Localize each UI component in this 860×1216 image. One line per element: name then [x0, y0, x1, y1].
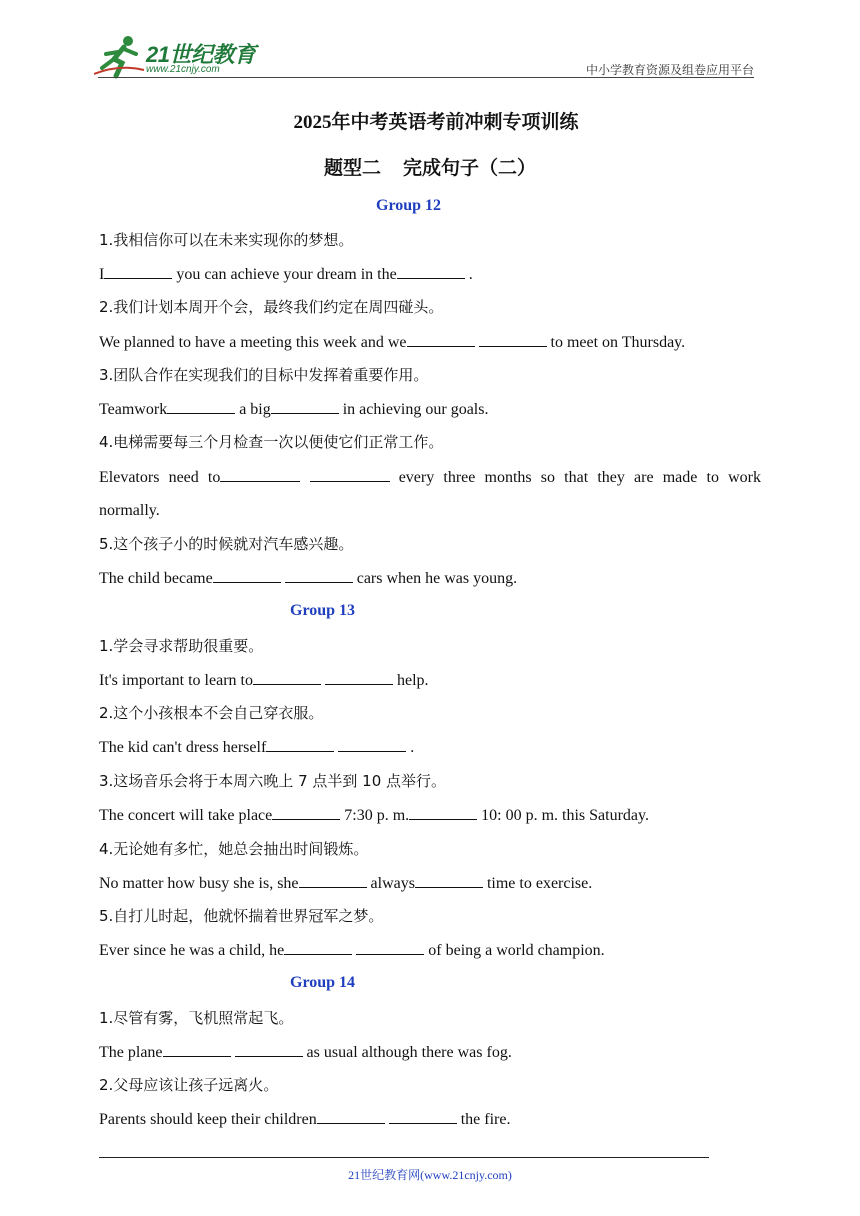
subtitle-topic: 完成句子（二） — [403, 158, 537, 179]
answer-blank[interactable] — [285, 568, 353, 583]
page-header — [0, 0, 860, 90]
answer-blank[interactable] — [272, 805, 340, 820]
answer-blank[interactable] — [299, 873, 367, 888]
question-en: Parents should keep their children the fire. — [99, 1111, 511, 1128]
question-en: Teamwork a big in achieving our goals. — [99, 401, 489, 418]
question-zh: 3.团队合作在实现我们的目标中发挥着重要作用。 — [99, 366, 429, 384]
runner-logo-icon — [94, 34, 146, 80]
subtitle-type: 题型二 — [323, 158, 381, 179]
answer-blank[interactable] — [397, 264, 465, 279]
answer-blank[interactable] — [253, 670, 321, 685]
answer-blank[interactable] — [310, 467, 390, 482]
question-en: No matter how busy she is, she always time to exercise. — [99, 875, 593, 892]
question-zh: 1.尽管有雾，飞机照常起飞。 — [99, 1009, 294, 1027]
answer-blank[interactable] — [104, 264, 172, 279]
page-subtitle — [0, 153, 860, 180]
answer-blank[interactable] — [235, 1042, 303, 1057]
answer-blank[interactable] — [213, 568, 281, 583]
answer-blank[interactable] — [271, 399, 339, 414]
site-logo — [94, 34, 264, 80]
question-en: Ever since he was a child, he of being a world champion. — [99, 942, 605, 959]
answer-blank[interactable] — [409, 805, 477, 820]
answer-blank[interactable] — [415, 873, 483, 888]
answer-blank[interactable] — [479, 332, 547, 347]
answer-blank[interactable] — [284, 940, 352, 955]
question-en-continued: normally. — [99, 502, 160, 519]
answer-blank[interactable] — [325, 670, 393, 685]
question-zh: 4.无论她有多忙，她总会抽出时间锻炼。 — [99, 840, 369, 858]
header-divider — [98, 77, 754, 78]
group-heading: Group 12 — [376, 197, 442, 214]
question-zh: 2.这个小孩根本不会自己穿衣服。 — [99, 704, 324, 722]
group-heading: Group 13 — [290, 602, 356, 619]
answer-blank[interactable] — [407, 332, 475, 347]
question-zh: 5.自打儿时起，他就怀揣着世界冠军之梦。 — [99, 907, 384, 925]
answer-blank[interactable] — [338, 737, 406, 752]
platform-name: 中小学教育资源及组卷应用平台 — [585, 63, 754, 77]
answer-blank[interactable] — [220, 467, 300, 482]
answer-blank[interactable] — [266, 737, 334, 752]
question-en: The plane as usual although there was fog. — [99, 1044, 512, 1061]
answer-blank[interactable] — [167, 399, 235, 414]
question-zh: 2.我们计划本周开个会，最终我们约定在周四碰头。 — [99, 298, 444, 316]
question-zh: 3.这场音乐会将于本周六晚上 7 点半到 10 点举行。 — [99, 772, 447, 790]
answer-blank[interactable] — [163, 1042, 231, 1057]
question-zh: 4.电梯需要每三个月检查一次以便使它们正常工作。 — [99, 433, 444, 451]
question-en: Elevators need to every three months so that they are made to work — [99, 469, 761, 486]
question-zh: 5.这个孩子小的时候就对汽车感兴趣。 — [99, 535, 354, 553]
group-heading: Group 14 — [290, 974, 356, 991]
question-en: The concert will take place 7:30 p. m. 10: 00 p. m. this Saturday. — [99, 807, 649, 824]
question-en: The child became cars when he was young. — [99, 570, 518, 587]
logo-url: www.21cnjy.com — [146, 64, 220, 75]
answer-blank[interactable] — [317, 1109, 385, 1124]
page-footer: 21世纪教育网(www.21cnjy.com) — [348, 1168, 512, 1182]
question-zh: 1.学会寻求帮助很重要。 — [99, 637, 264, 655]
question-zh: 2.父母应该让孩子远离火。 — [99, 1076, 279, 1094]
logo-text: 21世纪教育 — [146, 42, 256, 67]
answer-blank[interactable] — [389, 1109, 457, 1124]
page-title: 2025年中考英语考前冲刺专项训练 — [293, 112, 579, 133]
answer-blank[interactable] — [356, 940, 424, 955]
footer-divider — [99, 1157, 709, 1158]
question-zh: 1.我相信你可以在未来实现你的梦想。 — [99, 231, 354, 249]
question-en: The kid can't dress herself . — [99, 739, 415, 756]
question-en: We planned to have a meeting this week and we to meet on Thursday. — [99, 334, 686, 351]
question-en: I you can achieve your dream in the . — [99, 266, 473, 283]
question-en: It's important to learn to help. — [99, 672, 429, 689]
